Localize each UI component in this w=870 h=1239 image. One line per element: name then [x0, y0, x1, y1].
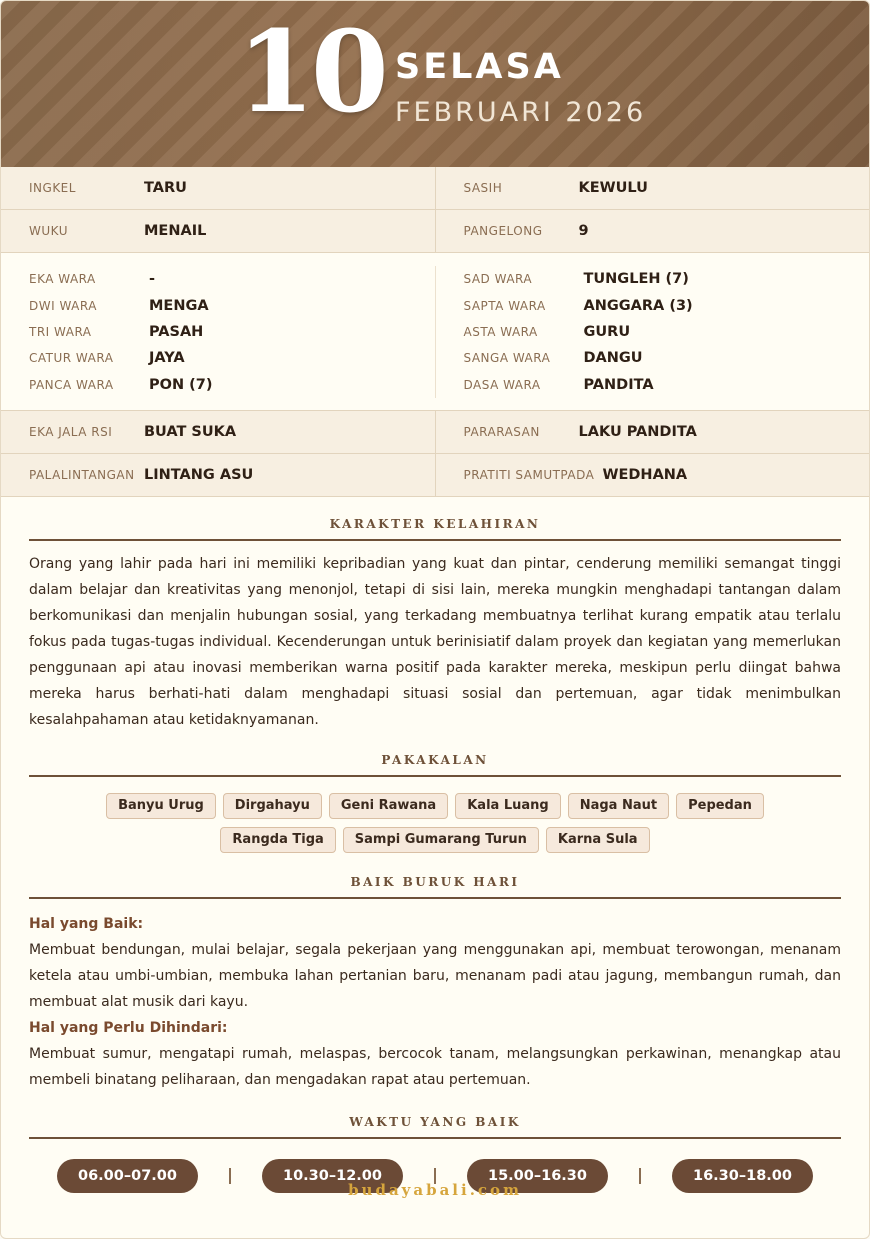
month-year: FEBRUARI 2026 — [395, 97, 647, 128]
wara-row — [464, 319, 870, 345]
info-pratiti-samutpada — [435, 454, 870, 496]
info-value: BUAT SUKA — [144, 423, 237, 440]
pakakalan-chip: Rangda Tiga — [220, 827, 335, 853]
wara-label: EKA WARA — [29, 272, 96, 287]
site-footer: budayabali.com — [348, 1181, 522, 1199]
pakakalan-chip: Pepedan — [676, 793, 764, 819]
pakakalan-chips — [61, 793, 809, 853]
wara-column-right — [435, 266, 870, 398]
pakakalan-chip: Dirgahayu — [223, 793, 322, 819]
wara-row — [29, 266, 435, 292]
info-value: TARU — [144, 180, 187, 196]
info-label: PRATITI SAMUTPADA — [463, 467, 595, 482]
pakakalan-chip: Kala Luang — [455, 793, 560, 819]
good-text: Membuat bendungan, mulai belajar, segala pekerjaan yang menggunakan api, membuat terowongan, menanam ketela atau umbi-umbian, membuka lahan pertanian baru, menanam padi atau jagung, membangun rumah, dan membuat alat musik dari kayu. — [29, 941, 841, 1010]
good-label: Hal yang Baik: — [29, 915, 144, 932]
baik-buruk-section — [1, 875, 869, 1093]
pakakalan-chip: Karna Sula — [546, 827, 650, 853]
day-number: 10 — [237, 7, 385, 138]
section-divider — [29, 539, 841, 541]
info-row-wuku-pangelong — [1, 210, 869, 253]
wara-grid — [1, 253, 869, 411]
time-slot: 06.00–07.00 — [57, 1159, 198, 1193]
section-divider — [29, 897, 841, 899]
info-label: PANGELONG — [463, 224, 543, 238]
wara-label: DWI WARA — [29, 298, 97, 313]
day-name: SELASA — [395, 47, 564, 87]
wara-label: ASTA WARA — [463, 324, 538, 339]
wara-row — [464, 266, 870, 292]
info-row-ekajala-pararasan — [1, 411, 869, 454]
info-wuku — [1, 210, 435, 252]
info-label: PALALINTANGAN — [29, 467, 135, 482]
wara-value: JAYA — [149, 350, 185, 367]
wara-value: PANDITA — [583, 376, 654, 393]
pakakalan-chip: Sampi Gumarang Turun — [343, 827, 539, 853]
wara-value: DANGU — [583, 350, 643, 367]
karakter-text: Orang yang lahir pada hari ini memiliki kepribadian yang kuat dan pintar, cenderung memiliki semangat tinggi dalam belajar dan kreativitas yang menonjol, tetapi di sisi lain, mereka mungkin menghadapi tantangan dalam berkomunikasi dan menjalin hubungan sosial, yang terkadang membuatnya terlihat kurang empatik atau terlalu fokus pada tugas-tugas individual. Kecenderungan untuk berinisiatif dalam proyek dan kegiatan yang memerlukan penggunaan api atau inovasi memberikan warna positif pada karakter mereka, meskipun perlu diingat bahwa mereka harus berhati-hati dalam menghadapi situasi sosial dan pertemuan, agar tidak menimbulkan kesalahpahaman atau ketidaknyamanan. — [29, 555, 841, 728]
wara-column-left — [1, 266, 435, 398]
avoid-text: Membuat sumur, mengatapi rumah, melaspas, bercocok tanam, melangsungkan perkawinan, menangkap atau membeli binatang peliharaan, dan mengadakan rapat atau pertemuan. — [29, 1045, 841, 1088]
wara-label: DASA WARA — [463, 377, 541, 392]
info-label: WUKU — [29, 224, 68, 238]
wara-row — [464, 345, 870, 371]
pakakalan-chip: Geni Rawana — [329, 793, 448, 819]
info-value: KEWULU — [578, 180, 648, 196]
pakakalan-section — [1, 753, 869, 853]
info-pangelong — [435, 210, 870, 252]
info-value: MENAIL — [144, 223, 207, 239]
info-label: EKA JALA RSI — [29, 424, 113, 439]
info-row-palalintangan-pratiti — [1, 454, 869, 497]
wara-row — [464, 372, 870, 398]
info-ingkel — [1, 167, 435, 209]
wara-row — [29, 319, 435, 345]
wara-value: TUNGLEH (7) — [583, 271, 689, 288]
section-title: KARAKTER KELAHIRAN — [329, 516, 541, 531]
info-palalintangan — [1, 454, 435, 496]
info-value: WEDHANA — [602, 466, 688, 483]
wara-value: PASAH — [149, 323, 204, 340]
section-title: WAKTU YANG BAIK — [349, 1114, 521, 1129]
wara-value: PON (7) — [149, 376, 213, 393]
wara-label: TRI WARA — [29, 324, 92, 339]
wara-row — [29, 292, 435, 318]
section-title: PAKAKALAN — [381, 752, 489, 767]
info-pararasan — [435, 411, 870, 453]
wara-value: ANGGARA (3) — [583, 297, 693, 314]
info-label: SASIH — [463, 181, 503, 195]
wara-value: - — [149, 271, 156, 288]
info-label: PARARASAN — [463, 424, 540, 439]
info-value: LAKU PANDITA — [578, 423, 697, 440]
wara-row — [29, 372, 435, 398]
date-header — [1, 1, 869, 167]
wara-label: CATUR WARA — [29, 351, 114, 366]
wara-label: PANCA WARA — [29, 377, 114, 392]
info-sasih — [435, 167, 870, 209]
time-slot: 10.30–12.00 — [262, 1159, 403, 1193]
info-label: INGKEL — [29, 181, 76, 195]
info-eka-jala-rsi — [1, 411, 435, 453]
section-divider — [29, 1137, 841, 1139]
wara-row — [29, 345, 435, 371]
karakter-section — [1, 517, 869, 733]
pakakalan-chip: Naga Naut — [568, 793, 669, 819]
wara-label: SAPTA WARA — [463, 298, 546, 313]
info-row-ingkel-sasih — [1, 167, 869, 210]
avoid-label: Hal yang Perlu Dihindari: — [29, 1019, 228, 1036]
wara-value: MENGA — [149, 297, 209, 314]
wara-label: SANGA WARA — [463, 351, 551, 366]
pakakalan-chip: Banyu Urug — [106, 793, 216, 819]
time-slot: 15.00–16.30 — [467, 1159, 608, 1193]
wara-row — [464, 292, 870, 318]
info-value: LINTANG ASU — [144, 466, 254, 483]
section-divider — [29, 775, 841, 777]
wara-label: SAD WARA — [463, 272, 533, 287]
section-title: BAIK BURUK HARI — [350, 874, 520, 889]
time-slot: 16.30–18.00 — [672, 1159, 813, 1193]
wara-value: GURU — [583, 323, 631, 340]
info-value: 9 — [578, 223, 589, 239]
